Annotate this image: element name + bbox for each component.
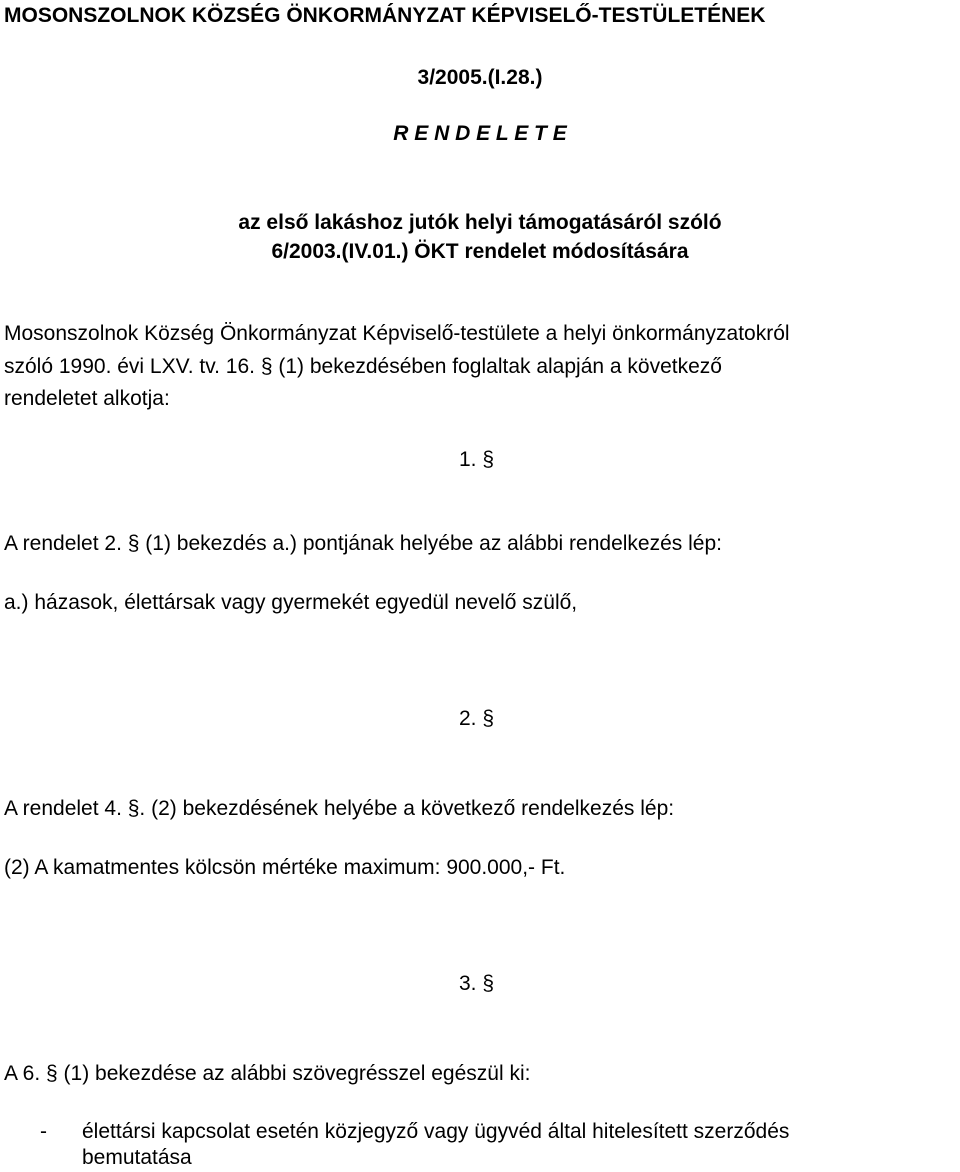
section-3-heading: 3. §: [459, 972, 495, 995]
section-1-heading: 1. §: [459, 448, 495, 471]
section-3-bullet-line-1: élettársi kapcsolat esetén közjegyző vagy ügyvéd által hitelesített szerződés: [82, 1120, 790, 1143]
decree-number: 3/2005.(I.28.): [417, 66, 543, 89]
section-2-text: (2) A kamatmentes kölcsön mértéke maximum: 900.000,- Ft.: [4, 856, 566, 879]
section-3-intro: A 6. § (1) bekezdése az alábbi szövegrésszel egészül ki:: [4, 1062, 531, 1085]
section-2-intro: A rendelet 4. §. (2) bekezdésének helyébe a következő rendelkezés lép:: [4, 797, 675, 820]
section-1-intro: A rendelet 2. § (1) bekezdés a.) pontjának helyébe az alábbi rendelkezés lép:: [4, 532, 722, 555]
bullet-dash: -: [40, 1120, 47, 1143]
preamble-line-1: Mosonszolnok Község Önkormányzat Képviselő-testülete a helyi önkormányzatokról: [4, 322, 790, 345]
section-3-bullet-line-2: bemutatása: [82, 1146, 192, 1169]
preamble-line-3: rendeletet alkotja:: [4, 387, 170, 410]
decree-subject-line-1: az első lakáshoz jutók helyi támogatásáról szóló: [238, 211, 722, 234]
section-1-text: a.) házasok, élettársak vagy gyermekét egyedül nevelő szülő,: [4, 591, 578, 614]
preamble-line-2: szóló 1990. évi LXV. tv. 16. § (1) bekezdésében foglaltak alapján a következő: [4, 355, 722, 378]
section-2-heading: 2. §: [459, 707, 495, 730]
document-title: MOSONSZOLNOK KÖZSÉG ÖNKORMÁNYZAT KÉPVISELŐ-TESTÜLETÉNEK: [4, 4, 766, 27]
decree-subject-line-2: 6/2003.(IV.01.) ÖKT rendelet módosítására: [271, 240, 689, 263]
decree-kind: R E N D E L E T E: [393, 122, 567, 145]
